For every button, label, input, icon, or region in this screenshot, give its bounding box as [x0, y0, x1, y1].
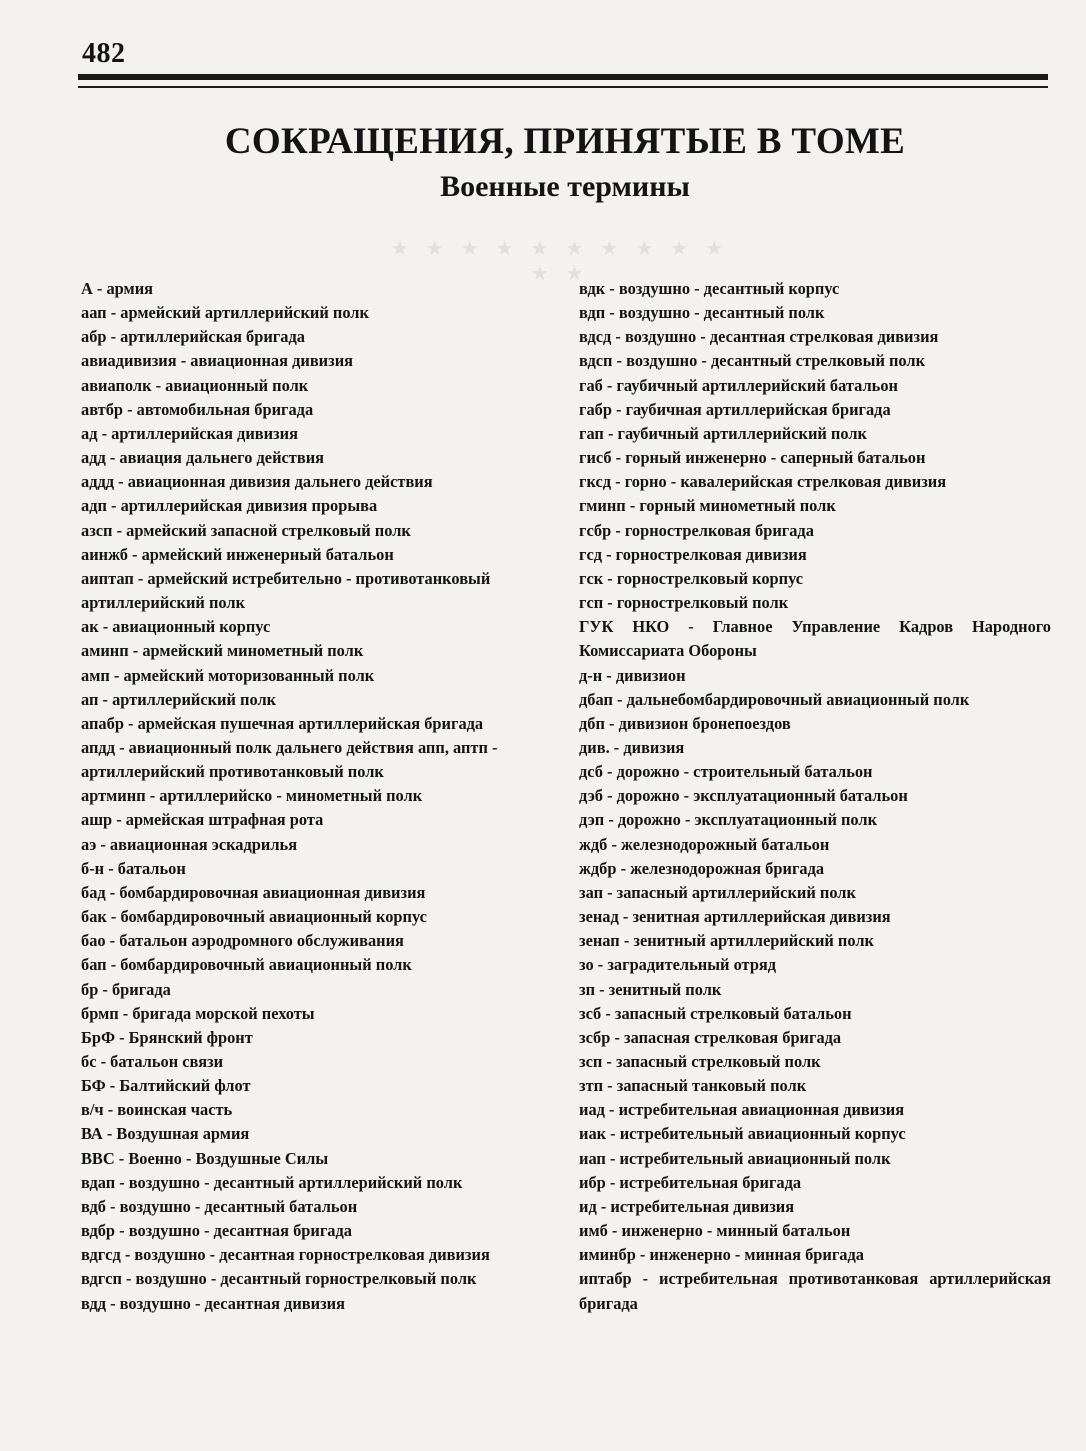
abbreviation-entry: авиаполк - авиационный полк [81, 375, 309, 395]
abbreviation-entry: иак - истребительный авиационный корпус [579, 1124, 906, 1144]
abbreviation-entry: БФ - Балтийский флот [81, 1076, 251, 1096]
abbreviation-entry: дбп - дивизион бронепоездов [579, 713, 791, 733]
abbreviation-entry: иад - истребительная авиационная дивизия [579, 1100, 905, 1120]
page-title: СОКРАЩЕНИЯ, ПРИНЯТЫЕ В ТОМЕ [224, 121, 906, 162]
abbreviation-entry: дбап - дальнебомбардировочный авиационный полк [579, 689, 970, 709]
abbreviation-entry: аминп - армейский минометный полк [81, 641, 364, 661]
abbreviation-entry: вдгсд - воздушно - десантная горнострелковая дивизия [81, 1245, 490, 1265]
abbreviation-entry: иап - истребительный авиационный полк [579, 1148, 891, 1168]
abbreviation-entry: бад - бомбардировочная авиационная дивизия [81, 882, 426, 902]
abbreviation-entry: ибр - истребительная бригада [579, 1172, 802, 1192]
abbreviation-entry: гксд - горно - кавалерийская стрелковая дивизия [579, 472, 947, 492]
abbreviation-entry: зенап - зенитный артиллерийский полк [579, 931, 874, 951]
abbreviations-left-column [81, 277, 561, 1316]
abbreviation-entry: ждб - железнодорожный батальон [579, 834, 830, 854]
abbreviation-entry: габр - гаубичная артиллерийская бригада [579, 399, 891, 419]
abbreviation-entry: аиптап - армейский истребительно - противотанковый артиллерийский полк [81, 568, 491, 613]
header-rule-thick [78, 74, 1048, 80]
abbreviation-entry: вдсд - воздушно - десантная стрелковая дивизия [579, 327, 939, 347]
abbreviation-entry: б-н - батальон [81, 858, 186, 878]
abbreviation-entry: бр - бригада [81, 979, 171, 999]
abbreviation-entry: див. - дивизия [579, 737, 685, 757]
abbreviation-entry: в/ч - воинская часть [81, 1100, 233, 1120]
abbreviation-entry: ид - истребительная дивизия [579, 1196, 795, 1216]
abbreviation-entry: зп - зенитный полк [579, 979, 722, 999]
abbreviation-entry: гсп - горнострелковый полк [579, 593, 789, 613]
page-subtitle: Военные термины [440, 170, 690, 203]
abbreviation-entry: дэб - дорожно - эксплуатационный батальон [579, 786, 908, 806]
abbreviation-entry: аинжб - армейский инженерный батальон [81, 544, 394, 564]
abbreviation-entry: абр - артиллерийская бригада [81, 327, 305, 347]
abbreviation-entry: зо - заградительный отряд [579, 955, 777, 975]
abbreviation-entry: зтп - запасный танковый полк [579, 1076, 807, 1096]
abbreviation-entry: гсд - горнострелковая дивизия [579, 544, 807, 564]
abbreviation-entry: гап - гаубичный артиллерийский полк [579, 423, 867, 443]
abbreviation-entry: ашр - армейская штрафная рота [81, 810, 324, 830]
abbreviation-entry: авиадивизия - авиационная дивизия [81, 351, 354, 371]
abbreviation-entry: вдб - воздушно - десантный батальон [81, 1196, 358, 1216]
abbreviation-entry: ждбр - железнодорожная бригада [579, 858, 825, 878]
header-rule-thin [78, 86, 1048, 88]
abbreviation-entry: адп - артиллерийская дивизия прорыва [81, 496, 378, 516]
abbreviation-entry: апабр - армейская пушечная артиллерийская бригада [81, 713, 484, 733]
abbreviation-entry: брмп - бригада морской пехоты [81, 1003, 315, 1023]
abbreviation-entry: д-н - дивизион [579, 665, 686, 685]
abbreviation-entry: зап - запасный артиллерийский полк [579, 882, 856, 902]
abbreviation-entry: вдп - воздушно - десантный полк [579, 303, 825, 323]
abbreviation-entry: бао - батальон аэродромного обслуживания [81, 931, 404, 951]
abbreviation-entry: имб - инженерно - минный батальон [579, 1221, 851, 1241]
abbreviation-entry: гисб - горный инженерно - саперный батальон [579, 448, 926, 468]
abbreviation-entry: А - армия [81, 279, 154, 298]
abbreviation-entry: дэп - дорожно - эксплуатационный полк [579, 810, 878, 830]
abbreviation-entry: бап - бомбардировочный авиационный полк [81, 955, 412, 975]
background-decoration: ★ ★ ★ ★ ★ ★ ★ ★ ★ ★ ★ ★ [390, 238, 730, 285]
abbreviation-entry: иминбр - инженерно - минная бригада [579, 1245, 864, 1265]
abbreviations-right-column [579, 277, 1051, 1316]
abbreviation-entry: бс - батальон связи [81, 1052, 224, 1071]
abbreviation-entry: вдгсп - воздушно - десантный горнострелковый полк [81, 1269, 477, 1289]
page-number: 482 [82, 38, 126, 69]
abbreviation-entry: гсбр - горнострелковая бригада [579, 520, 814, 540]
abbreviation-entry: зенад - зенитная артиллерийская дивизия [579, 907, 891, 927]
abbreviation-entry: БрФ - Брянский фронт [81, 1027, 253, 1047]
abbreviation-entry: дсб - дорожно - строительный батальон [579, 762, 873, 782]
abbreviation-entry: автбр - автомобильная бригада [81, 399, 314, 419]
abbreviation-entry: вдк - воздушно - десантный корпус [579, 279, 840, 298]
abbreviation-entry: гминп - горный минометный полк [579, 496, 836, 516]
abbreviation-entry: ВА - Воздушная армия [81, 1124, 250, 1144]
abbreviation-entry: зсп - запасный стрелковый полк [579, 1052, 821, 1071]
abbreviation-entry: ВВС - Военно - Воздушные Силы [81, 1148, 329, 1168]
abbreviation-entry: вдап - воздушно - десантный артиллерийский полк [81, 1172, 463, 1192]
abbreviation-entry: зсб - запасный стрелковый батальон [579, 1003, 852, 1023]
abbreviation-entry: амп - армейский моторизованный полк [81, 665, 375, 685]
abbreviation-entry: аэ - авиационная эскадрилья [81, 834, 298, 854]
abbreviation-entry: ад - артиллерийская дивизия [81, 423, 298, 443]
abbreviation-entry: вдбр - воздушно - десантная бригада [81, 1221, 352, 1241]
abbreviation-entry: ГУК НКО - Главное Управление Кадров Народного Комиссариата Обороны [579, 617, 1051, 661]
abbreviation-entry: азсп - армейский запасной стрелковый полк [81, 520, 411, 540]
abbreviation-entry: апдд - авиационный полк дальнего действия апп, аптп - артиллерийский противотанковый полк [81, 737, 498, 782]
abbreviation-entry: габ - гаубичный артиллерийский батальон [579, 375, 898, 395]
abbreviation-entry: вдсп - воздушно - десантный стрелковый полк [579, 351, 926, 371]
abbreviation-entry: аддд - авиационная дивизия дальнего действия [81, 472, 433, 492]
abbreviation-entry: ап - артиллерийский полк [81, 689, 277, 709]
abbreviation-entry: адд - авиация дальнего действия [81, 448, 325, 468]
abbreviation-entry: гск - горнострелковый корпус [579, 568, 804, 588]
abbreviation-entry: бак - бомбардировочный авиационный корпус [81, 907, 427, 927]
abbreviation-entry: аап - армейский артиллерийский полк [81, 303, 369, 323]
abbreviation-entry: зсбр - запасная стрелковая бригада [579, 1027, 842, 1047]
abbreviation-entry: ак - авиационный корпус [81, 617, 271, 637]
abbreviation-entry: вдд - воздушно - десантная дивизия [81, 1293, 345, 1313]
abbreviation-entry: иптабр - истребительная противотанковая артиллерийская бригада [579, 1269, 1051, 1313]
abbreviation-entry: артминп - артиллерийско - минометный полк [81, 786, 423, 806]
